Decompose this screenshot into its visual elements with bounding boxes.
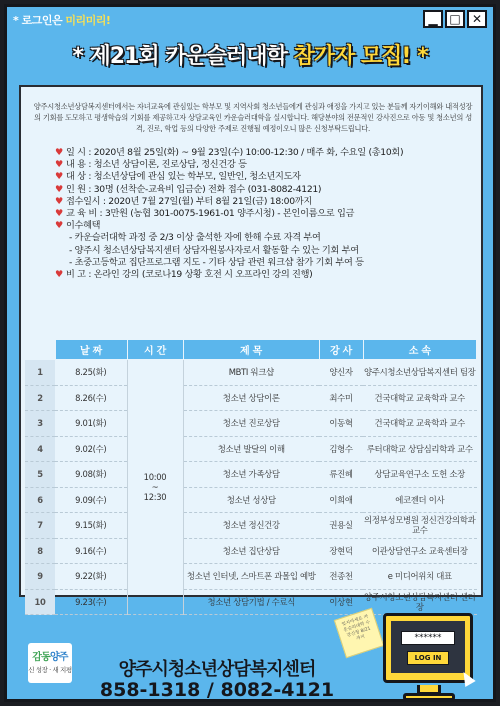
info-label: 이수혜택 bbox=[65, 220, 101, 232]
benefit-item: - 카운슬러대학 과정 중 2/3 이상 출석한 자에 한해 수료 자격 부여 bbox=[69, 232, 321, 244]
info-row-registration: ♥ 접수일시 : 2020년 7월 27일(월) 부터 8월 21일(금) 18:00까지 bbox=[55, 195, 312, 207]
info-label: 인 원 bbox=[65, 183, 86, 195]
org-name: 양주시청소년상담복지센터 bbox=[118, 659, 316, 680]
close-button[interactable] bbox=[467, 10, 487, 28]
row-number: 2 bbox=[25, 385, 55, 411]
table-row bbox=[25, 538, 477, 564]
table-row bbox=[25, 462, 477, 488]
info-row-capacity: ♥ 인 원 : 30명 (선착순-교육비 입금순) 전화 접수 (031-8082-4121) bbox=[55, 183, 322, 195]
header-time: 시 간 bbox=[127, 340, 183, 360]
row-date: 9.23(수) bbox=[55, 589, 127, 615]
row-date: 9.15(화) bbox=[55, 513, 127, 539]
heart-icon: ♥ bbox=[55, 183, 63, 195]
table-row bbox=[25, 589, 477, 615]
window-controls bbox=[423, 10, 487, 28]
row-lecturer: 이상현 bbox=[319, 589, 363, 615]
schedule-body bbox=[25, 360, 477, 615]
row-title: 청소년 진로상담 bbox=[183, 411, 319, 437]
info-label: 일 시 bbox=[65, 147, 86, 158]
city-logo-subtitle: 신 성장 · 새 지평 bbox=[28, 666, 72, 674]
info-label: 대 상 bbox=[65, 171, 86, 183]
row-date: 9.02(수) bbox=[55, 436, 127, 462]
info-label: 내 용 bbox=[65, 159, 86, 171]
info-row-fee: ♥ 교 육 비 : 3만원 (농협 301-0075-1961-01 양주시청) - 본인이름으로 입금 bbox=[55, 208, 355, 220]
info-value: 2020년 8월 25일(화) ~ 9월 23일(수) 10:00-12:30 / 매주 화, 수요일 (총10회) bbox=[93, 147, 404, 158]
row-lecturer: 전종천 bbox=[319, 564, 363, 590]
maximize-button[interactable] bbox=[445, 10, 465, 28]
benefit-item: - 초중고등학교 집단프로그램 지도 - 기타 상담 관련 워크샵 참가 기회 부여 등 bbox=[69, 256, 364, 268]
city-logo-mark bbox=[28, 648, 72, 663]
header-lecturer: 강 사 bbox=[319, 340, 363, 360]
row-affiliation: 의정부성모병원 정신건강의학과 교수 bbox=[363, 513, 477, 539]
login-button[interactable]: LOG IN bbox=[407, 651, 449, 665]
row-title: 청소년 집단상담 bbox=[183, 538, 319, 564]
table-row bbox=[25, 385, 477, 411]
intro-paragraph: 양주시청소년상담복지센터에서는 자녀교육에 관심있는 학부모 및 지역사회 청소년들에게 관심과 애정을 가지고 있는 분들께 자기이해와 내적성장의 기회를 도모하고 평생학습의 기회를 제공하고자 상담교육인 카운슬러대학을 실시합니다. 해당분야의 전문적인 강사진으로 아동 및 청소년의 성격, 진로, 학업 등의 다양한 주제로 진행될 예정이오니 많은 신청부탁드립니다. bbox=[33, 102, 473, 133]
header-affiliation: 소 속 bbox=[363, 340, 477, 360]
heart-icon: ♥ bbox=[55, 208, 63, 220]
org-phone: 858-1318 / 8082-4121 bbox=[99, 679, 335, 701]
row-affiliation: 양주시청소년상담복지센터 팀장 bbox=[363, 360, 477, 386]
row-number: 1 bbox=[25, 360, 55, 386]
row-lecturer: 류진혜 bbox=[319, 462, 363, 488]
row-date: 9.01(화) bbox=[55, 411, 127, 437]
row-affiliation: 건국대학교 교육학과 교수 bbox=[363, 411, 477, 437]
row-lecturer: 이희애 bbox=[319, 487, 363, 513]
heart-icon: ♥ bbox=[55, 195, 63, 207]
login-monitor bbox=[383, 613, 473, 683]
login-reminder-tag bbox=[13, 12, 110, 28]
info-value: 청소년상담에 관심 있는 학부모, 일반인, 청소년지도자 bbox=[93, 171, 301, 183]
row-lecturer: 양신자 bbox=[319, 360, 363, 386]
heart-icon: ♥ bbox=[55, 171, 63, 183]
info-value: 30명 (선착순-교육비 입금순) 전화 접수 (031-8082-4121) bbox=[93, 183, 322, 195]
info-label: 접수일시 bbox=[65, 195, 101, 207]
row-title: 청소년 성상담 bbox=[183, 487, 319, 513]
row-time: 10:00 ~ 12:30 bbox=[127, 360, 183, 615]
heart-icon: ♥ bbox=[55, 147, 63, 158]
page-title-accent: 참가자 모집! * bbox=[293, 44, 428, 69]
city-logo-box bbox=[28, 643, 72, 683]
info-value: 2020년 7월 27일(월) 부터 8월 21일(금) 18:00까지 bbox=[108, 195, 312, 207]
login-reminder-highlight: 미리미리! bbox=[65, 14, 111, 27]
schedule-table bbox=[25, 339, 477, 615]
row-title: 청소년 정신건강 bbox=[183, 513, 319, 539]
row-title: 청소년 가족상담 bbox=[183, 462, 319, 488]
row-title: 청소년 발달의 이해 bbox=[183, 436, 319, 462]
row-number: 3 bbox=[25, 411, 55, 437]
monitor-base bbox=[403, 693, 455, 701]
info-row-date: ♥ 일 시 : 2020년 8월 25일(화) ~ 9월 23일(수) 10:00-12:30 / 매주 화, 수요일 (총10회) bbox=[55, 147, 404, 158]
row-affiliation: 상담교육연구소 도헌 소장 bbox=[363, 462, 477, 488]
row-date: 8.26(수) bbox=[55, 385, 127, 411]
row-affiliation: 에코젠더 이사 bbox=[363, 487, 477, 513]
info-row-note: ♥ 비 고 : 온라인 강의 (코로나19 상황 호전 시 오프라인 강의 진행) bbox=[55, 269, 313, 281]
minimize-button[interactable] bbox=[423, 10, 443, 28]
row-date: 9.09(수) bbox=[55, 487, 127, 513]
info-row-target: ♥ 대 상 : 청소년상담에 관심 있는 학부모, 일반인, 청소년지도자 bbox=[55, 171, 301, 183]
page-title-main: * 제21회 카운슬러대학 bbox=[72, 44, 287, 69]
page-title bbox=[11, 39, 489, 70]
row-number: 8 bbox=[25, 538, 55, 564]
table-row bbox=[25, 513, 477, 539]
password-field[interactable]: ****** bbox=[401, 631, 455, 645]
info-row-content: ♥ 내 용 : 청소년 상담이론, 진로상담, 정신건강 등 bbox=[55, 159, 247, 171]
city-logo-mark-a: 감동 bbox=[32, 652, 50, 663]
table-row bbox=[25, 436, 477, 462]
monitor-screen bbox=[391, 621, 465, 673]
row-date: 9.08(화) bbox=[55, 462, 127, 488]
info-value: 청소년 상담이론, 진로상담, 정신건강 등 bbox=[93, 159, 247, 171]
row-number: 4 bbox=[25, 436, 55, 462]
row-number: 5 bbox=[25, 462, 55, 488]
row-affiliation: e 미디어위치 대표 bbox=[363, 564, 477, 590]
row-number: 9 bbox=[25, 564, 55, 590]
minimize-icon: ▁ bbox=[428, 12, 438, 26]
info-value: 온라인 강의 (코로나19 상황 호전 시 오프라인 강의 진행) bbox=[93, 269, 313, 281]
header-title: 제 목 bbox=[183, 340, 319, 360]
row-lecturer: 이동혁 bbox=[319, 411, 363, 437]
table-row bbox=[25, 411, 477, 437]
header-spacer bbox=[25, 340, 55, 360]
row-title: MBTI 워크샵 bbox=[183, 360, 319, 386]
table-row bbox=[25, 360, 477, 386]
heart-icon: ♥ bbox=[55, 159, 63, 171]
row-number: 7 bbox=[25, 513, 55, 539]
table-row bbox=[25, 564, 477, 590]
row-date: 8.25(화) bbox=[55, 360, 127, 386]
info-value: 3만원 (농협 301-0075-1961-01 양주시청) - 본인이름으로 입금 bbox=[104, 208, 355, 220]
row-affiliation: 양주시청소년상담복지센터 센터장 bbox=[363, 589, 477, 615]
sticky-note: 잊지마세요 카운슬러대학 수강신청 8/21 까지 bbox=[334, 608, 384, 658]
row-lecturer: 최수미 bbox=[319, 385, 363, 411]
content-panel bbox=[19, 85, 483, 612]
header-date: 날 짜 bbox=[55, 340, 127, 360]
row-affiliation: 이관상담연구소 교육센터장 bbox=[363, 538, 477, 564]
row-title: 청소년 상담이론 bbox=[183, 385, 319, 411]
table-row bbox=[25, 487, 477, 513]
maximize-icon: □ bbox=[449, 12, 461, 26]
city-logo bbox=[25, 641, 75, 691]
info-label: 교 육 비 bbox=[65, 208, 97, 220]
row-title: 청소년 인터넷, 스마트폰 과몰입 예방 bbox=[183, 564, 319, 590]
program-info bbox=[55, 147, 475, 281]
schedule-header-row bbox=[25, 340, 477, 360]
login-reminder-prefix: * 로그인은 bbox=[13, 14, 66, 27]
title-bar bbox=[7, 7, 493, 33]
city-logo-mark-b: 양주 bbox=[50, 652, 68, 663]
row-affiliation: 건국대학교 교육학과 교수 bbox=[363, 385, 477, 411]
window-frame bbox=[4, 4, 496, 702]
close-icon: ✕ bbox=[471, 12, 483, 26]
info-label: 비 고 bbox=[65, 269, 86, 281]
heart-icon: ♥ bbox=[55, 269, 63, 281]
row-title: 청소년 상담기법 / 수료식 bbox=[183, 589, 319, 615]
row-number: 10 bbox=[25, 589, 55, 615]
row-lecturer: 김형수 bbox=[319, 436, 363, 462]
info-row-benefits bbox=[55, 220, 475, 232]
heart-icon: ♥ bbox=[55, 220, 63, 232]
row-lecturer: 권용실 bbox=[319, 513, 363, 539]
row-date: 9.16(수) bbox=[55, 538, 127, 564]
row-affiliation: 루터대학교 상담심리학과 교수 bbox=[363, 436, 477, 462]
row-date: 9.22(화) bbox=[55, 564, 127, 590]
row-number: 6 bbox=[25, 487, 55, 513]
row-lecturer: 장현덕 bbox=[319, 538, 363, 564]
benefit-item: - 양주시 청소년상담복지센터 상담자원봉사자로서 활동할 수 있는 기회 부여 bbox=[69, 244, 359, 256]
